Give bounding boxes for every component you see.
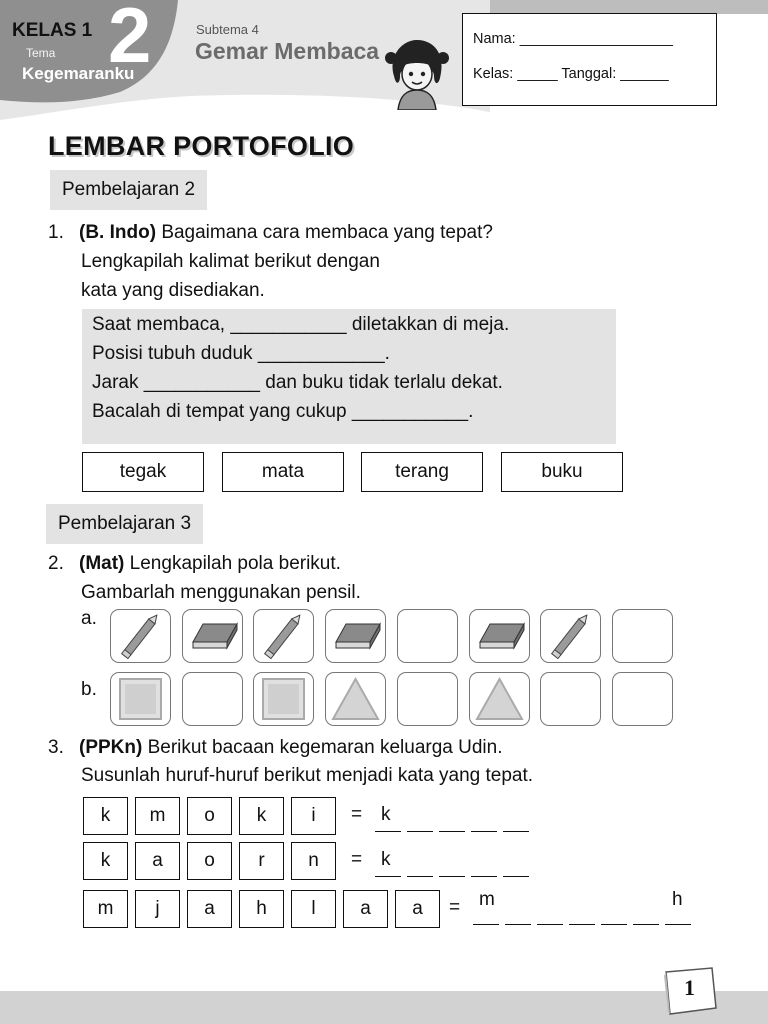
letter-box: k — [83, 842, 128, 880]
answer-blank[interactable] — [439, 876, 465, 877]
letter-row-3 — [83, 890, 683, 930]
answer-blank[interactable] — [569, 924, 595, 925]
answer-blank[interactable] — [503, 831, 529, 832]
answer-blank[interactable] — [375, 831, 401, 832]
q1-line3: kata yang disediakan. — [81, 280, 265, 301]
pattern-a-box-7 — [540, 609, 601, 663]
triangle-icon — [326, 673, 385, 725]
word-box-buku: buku — [501, 452, 623, 492]
pattern-a-box-4 — [325, 609, 386, 663]
subtema-name: Gemar Membaca — [195, 38, 380, 64]
pattern-a-box-2 — [182, 609, 243, 663]
sentence-3: Jarak ___________ dan buku tidak terlalu dekat. — [92, 372, 503, 393]
sentence-2: Posisi tubuh duduk ____________. — [92, 343, 390, 364]
answer-blank[interactable] — [537, 924, 563, 925]
footer-band — [0, 991, 768, 1024]
answer-blank[interactable] — [407, 876, 433, 877]
q1-subject: (B. Indo) — [79, 222, 157, 243]
pattern-b-box-4 — [325, 672, 386, 726]
sentence-4: Bacalah di tempat yang cukup ___________. — [92, 401, 474, 422]
answer-blank[interactable] — [503, 876, 529, 877]
triangle-icon — [470, 673, 529, 725]
label-a: a. — [81, 608, 97, 629]
name-box — [462, 13, 717, 106]
letter-box: m — [83, 890, 128, 928]
pencil-icon — [254, 610, 313, 662]
equals-sign: = — [351, 849, 363, 870]
sentence-panel — [82, 309, 616, 444]
label-b: b. — [81, 679, 97, 700]
answer-first-letter: m — [479, 889, 495, 910]
letter-box: a — [187, 890, 232, 928]
letter-box: k — [239, 797, 284, 835]
square-icon — [254, 673, 313, 725]
answer-blank[interactable] — [473, 924, 499, 925]
q2-number: 2. — [48, 553, 64, 574]
page-number: 1 — [684, 975, 695, 1000]
pattern-a-box-1 — [110, 609, 171, 663]
square-icon — [111, 673, 170, 725]
pattern-a-box-6 — [469, 609, 530, 663]
q3-heading — [79, 733, 503, 762]
answer-blank[interactable] — [471, 831, 497, 832]
word-box-terang: terang — [361, 452, 483, 492]
kelas-label: KELAS 1 — [12, 20, 93, 41]
letter-box: o — [187, 842, 232, 880]
answer-blank[interactable] — [665, 924, 691, 925]
q1-heading — [79, 218, 493, 247]
answer-first-letter: k — [381, 849, 391, 870]
letter-box: o — [187, 797, 232, 835]
letter-box: a — [343, 890, 388, 928]
section-pembelajaran-2: Pembelajaran 2 — [50, 170, 207, 210]
pencil-icon — [541, 610, 600, 662]
letter-box: a — [395, 890, 440, 928]
pattern-row-b — [110, 672, 680, 728]
q3-line2: Susunlah huruf-huruf berikut menjadi kata yang tepat. — [81, 765, 534, 786]
pattern-b-box-1 — [110, 672, 171, 726]
tema-number: 2 — [108, 0, 152, 79]
pattern-a-box-3 — [253, 609, 314, 663]
letter-box: n — [291, 842, 336, 880]
sentence-1: Saat membaca, ___________ diletakkan di meja. — [92, 314, 510, 335]
answer-blank[interactable] — [633, 924, 659, 925]
letter-row-1 — [83, 797, 683, 837]
q3-question: Berikut bacaan kegemaran keluarga Udin. — [147, 737, 503, 758]
letter-box: k — [83, 797, 128, 835]
equals-sign: = — [351, 804, 363, 825]
pattern-b-box-8[interactable] — [612, 672, 673, 726]
subtema-label: Subtema 4 — [196, 22, 259, 37]
letter-box: r — [239, 842, 284, 880]
book-icon — [183, 610, 242, 662]
letter-row-2 — [83, 842, 683, 882]
answer-last-letter: h — [672, 889, 683, 910]
section-pembelajaran-3: Pembelajaran 3 — [46, 504, 203, 544]
q3-subject: (PPKn) — [79, 737, 143, 758]
pattern-row-a — [110, 609, 680, 665]
answer-first-letter: k — [381, 804, 391, 825]
answer-blank[interactable] — [471, 876, 497, 877]
pattern-b-box-3 — [253, 672, 314, 726]
pattern-b-box-7[interactable] — [540, 672, 601, 726]
answer-blank[interactable] — [439, 831, 465, 832]
equals-sign: = — [449, 897, 461, 918]
pattern-b-box-6 — [469, 672, 530, 726]
pencil-icon — [111, 610, 170, 662]
letter-box: l — [291, 890, 336, 928]
nama-field[interactable]: Nama: ___________________ — [473, 31, 673, 47]
letter-box: j — [135, 890, 180, 928]
tema-label: Tema — [26, 46, 56, 60]
letter-box: h — [239, 890, 284, 928]
q2-question: Lengkapilah pola berikut. — [129, 553, 341, 574]
letter-box: m — [135, 797, 180, 835]
q2-subject: (Mat) — [79, 553, 125, 574]
answer-blank[interactable] — [375, 876, 401, 877]
page-title: LEMBAR PORTOFOLIO — [48, 131, 355, 161]
answer-blank[interactable] — [407, 831, 433, 832]
word-box-mata: mata — [222, 452, 344, 492]
book-icon — [470, 610, 529, 662]
q2-heading — [79, 549, 341, 578]
girl-illustration — [384, 36, 450, 110]
book-icon — [326, 610, 385, 662]
q1-question: Bagaimana cara membaca yang tepat? — [161, 222, 493, 243]
q1-number: 1. — [48, 222, 64, 243]
q2-line2: Gambarlah menggunakan pensil. — [81, 582, 361, 603]
pattern-b-box-5[interactable] — [397, 672, 458, 726]
pattern-a-box-8[interactable] — [612, 609, 673, 663]
q3-number: 3. — [48, 737, 64, 758]
word-box-tegak: tegak — [82, 452, 204, 492]
letter-box: a — [135, 842, 180, 880]
pattern-b-box-2[interactable] — [182, 672, 243, 726]
letter-box: i — [291, 797, 336, 835]
pattern-a-box-5[interactable] — [397, 609, 458, 663]
answer-blank[interactable] — [505, 924, 531, 925]
tema-name: Kegemaranku — [22, 64, 135, 83]
answer-blank[interactable] — [601, 924, 627, 925]
kelas-tanggal-field[interactable]: Kelas: _____ Tanggal: ______ — [473, 66, 669, 82]
q1-line2: Lengkapilah kalimat berikut dengan — [81, 251, 380, 272]
